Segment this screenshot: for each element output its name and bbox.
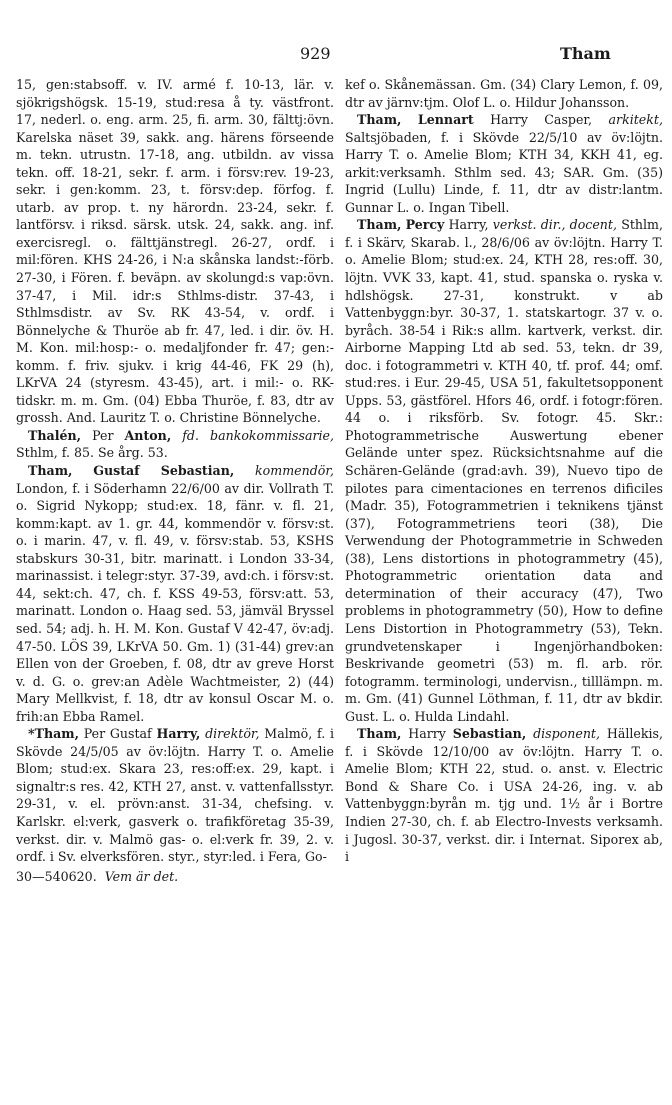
entry-title: fd. bankokommissarie,	[182, 427, 334, 443]
entry-thalen	[16, 427, 334, 462]
page-header	[0, 44, 672, 68]
entry-given: Per	[92, 427, 114, 443]
entry-surname: Tham,	[357, 112, 402, 128]
entry-text: Sthlm, f. 85. Se årg. 53.	[16, 445, 168, 461]
entry-continuation	[345, 76, 663, 111]
entry-title: direktör,	[205, 726, 260, 742]
entry-tham-harry-sebastian	[345, 725, 663, 865]
left-column	[16, 76, 334, 885]
page-footer	[16, 868, 334, 886]
entry-tham-harry-per-gustaf	[16, 725, 334, 865]
entry-given: Harry	[408, 726, 446, 742]
entry-title: arkitekt,	[608, 112, 663, 128]
entry-surname: Tham,	[28, 463, 73, 479]
entry-given: Per Gustaf	[83, 726, 152, 742]
running-head: Tham	[560, 44, 611, 63]
entry-surname: *Tham,	[28, 726, 79, 742]
entry-surname: Tham,	[357, 726, 402, 742]
entry-given: Harry,	[448, 217, 489, 233]
page-number: 929	[300, 44, 331, 63]
right-column	[345, 76, 663, 866]
entry-called-name: Lennart	[417, 112, 474, 128]
entry-text: Malmö, f. i Skövde 24/5/05 av öv:löjtn. Harry T. o. Amelie Blom; stud:ex. Skara 23, res:off:ex. 29, kapt. i signaltr:s res. 42, KTH 27, anst. v. vattenfallsstyr. 29-31, v. el. prövn:anst. 31-34, chefsing. v. Karlskr. el:verk, gasverk o. trafikföretag 35-39, verkst. dir. v. Malmö gas- o. el:verk fr. 39, 2. v. ordf. i Sv. elverksfören. styr., styr:led. i Fera, Go-	[16, 726, 334, 865]
entry-tham-gustaf	[16, 462, 334, 725]
entry-title: verkst. dir., docent,	[492, 217, 617, 233]
entry-title: kommendör,	[255, 463, 334, 479]
continued-note: Vem är det.	[104, 868, 179, 884]
entry-called-name: Percy	[405, 217, 445, 233]
entry-tham-percy	[345, 216, 663, 725]
entry-text: 15, gen:stabsoff. v. IV. armé f. 10-13, lär. v. sjökrigshögsk. 15-19, stud:resa å ty. västfront. 17, nederl. o. eng. arm. 25, fi. arm. 30, fälttj:övn. Karelska näset 39, sakk. ang. härens förseende m. tekn. utrustn. 17-18, ang. utbildn. av vissa tekn. off. 18-21, sekr. f. arm. i försv:rev. 19-23, sekr. i gen:komm. 23, t. försv:dep. förfog. f. utarb. av prop. t. ny härordn. 23-24, sekr. f. lantförsv. i riksd. särsk. utsk. 24, sakk. ang. inf. exercisregl. o. fälttjänstregl. 26-27, ordf. i mil:fören. KHS 24-26, i N:a skånska landst:-förb. 27-30, i Fören. f. beväpn. av skolungd:s vap:övn. 37-47, i Mil. idr:s Sthlms-distr. 37-43, i Sthlmsdistr. av Sv. RK 43-54, v. ordf. i Bönnelyche & Thuröe ab fr. 47, led. i dir. öv. H. M. Kon. mil:hosp:- o. medaljfonder fr. 47; gen:-komm. f. friv. sjukv. i krig 44-46, FK 29 (h), LKrVA 24 (styresm. 43-45), art. i mil:- o. RK-tidskr. m. m. Gm. (04) Ebba Thuröe, f. 83, dtr av grossh. And. Lauritz T. o. Christine Bönnelyche.	[16, 77, 334, 426]
print-code: 30—540620.	[16, 868, 97, 884]
entry-called-name: Harry,	[156, 726, 201, 742]
entry-text: Saltsjöbaden, f. i Skövde 22/5/10 av öv:löjtn. Harry T. o. Amelie Blom; KTH 34, KKH 41, eg. arkit:verksamh. Sthlm sed. 43; SAR. Gm. (35) Ingrid (Lullu) Linde, f. 11, dtr av distr:lantm. Gunnar L. o. Ingan Tibell.	[345, 129, 663, 215]
entry-text: Sthlm, f. i Skärv, Skarab. l., 28/6/06 av öv:löjtn. Harry T. o. Amelie Blom; stud:ex. 24, KTH 28, res:off. 30, löjtn. VVK 33, kapt. 41, stud. spanska o. ryska v. hdlshögsk. 27-31, konstrukt. v ab Vattenbyggn:byr. 30-37, 1. statskartogr. 37 v. o. byråch. 38-54 i Rik:s allm. kartverk, verkst. dir. Airborne Mapping Ltd ab sed. 53, tekn. dr 39, doc. i fotogrammetri v. KTH 40, tf. prof. 44; omf. stud:res. i Eur. 29-45, USA 51, fakultetsopponent Upps. 53, gästförel. Hfors 46, ordf. i fotogr:fören. 44 o. i riksförb. Sv. fotogr. 45. Skr.: Photogrammetrische Auswertung ebener Gelände unter spez. Rücksichtsnahme auf die Schären-Gelände (grad:avh. 39), Nuevo tipo de pilotes para cimentaciones en terrenos dificiles (Madr. 35), Fotogrammetrien i teknikens tjänst (37), Fotogrammetriens teori (38), Die Verwendung der Photogrammetrie in Schweden (38), Lens distortions in photogrammetry (45), Photogrammetric orientation data and determination of their accuracy (47), Two problems in photogrammetry (50), How to define Lens Distortion in Photogrammetry (53), Tekn. grundvetenskaper i Ingenjörhandboken: Beskrivande geometri (53) m. fl. arb. rör. fotogramm. terminologi, undervisn., tilllämpn. m. m. Gm. (41) Gunnel Löthman, f. 11, dtr av bkdir. Gust. L. o. Hulda Lindahl.	[345, 217, 663, 724]
entry-text: London, f. i Söderhamn 22/6/00 av dir. Vollrath T. o. Sigrid Nykopp; stud:ex. 18, fänr. v. fl. 21, komm:kapt. av 1. gr. 44, kommendör v. försv:st. o. i marin. 47, v. fl. 49, v. försv:stab. 53, KSHS stabskurs 30-31, bitr. marinatt. i London 33-34, marinassist. i telegr:styr. 37-39, avd:ch. i försv:st. 44, sekt:ch. 47, ch. f. KSS 49-53, försv:att. 53, marinatt. London o. Haag sed. 53, jämväl Bryssel sed. 54; adj. h. H. M. Kon. Gustaf V 42-47, öv:adj. 47-50. LÖS 39, LKrVA 50. Gm. 1) (31-44) grev:an Ellen von der Groeben, f. 08, dtr av greve Horst v. d. G. o. grev:an Adèle Wachtmeister, 2) (44) Mary Mellkvist, f. 18, dtr av konsul Oscar M. o. frih:an Ebba Ramel.	[16, 480, 334, 724]
entry-text: Hällekis, f. i Skövde 12/10/00 av öv:löjtn. Harry T. o. Amelie Blom; KTH 22, stud. o. anst. v. Electric Bond & Share Co. i USA 24-26, ing. v. ab Vattenbyggn:byrån m. tjg und. 1½ år i Bortre Indien 27-30, ch. f. ab Electro-Invests verksamh. i Jugosl. 30-37, verkst. dir. i Internat. Siporex ab, i	[345, 726, 663, 865]
entry-called-name: Anton,	[124, 427, 172, 443]
entry-tham-lennart	[345, 111, 663, 216]
entry-title: disponent,	[533, 726, 600, 742]
entry-continuation	[16, 76, 334, 427]
entry-surname: Tham,	[357, 217, 402, 233]
entry-called-name: Sebastian,	[452, 726, 527, 742]
entry-surname: Thalén,	[28, 427, 82, 443]
entry-given: Harry Casper,	[490, 112, 593, 128]
entry-given: Gustaf Sebastian,	[93, 463, 235, 479]
entry-text: kef o. Skånemässan. Gm. (34) Clary Lemon, f. 09, dtr av järnv:tjm. Olof L. o. Hildur Johansson.	[345, 77, 663, 110]
